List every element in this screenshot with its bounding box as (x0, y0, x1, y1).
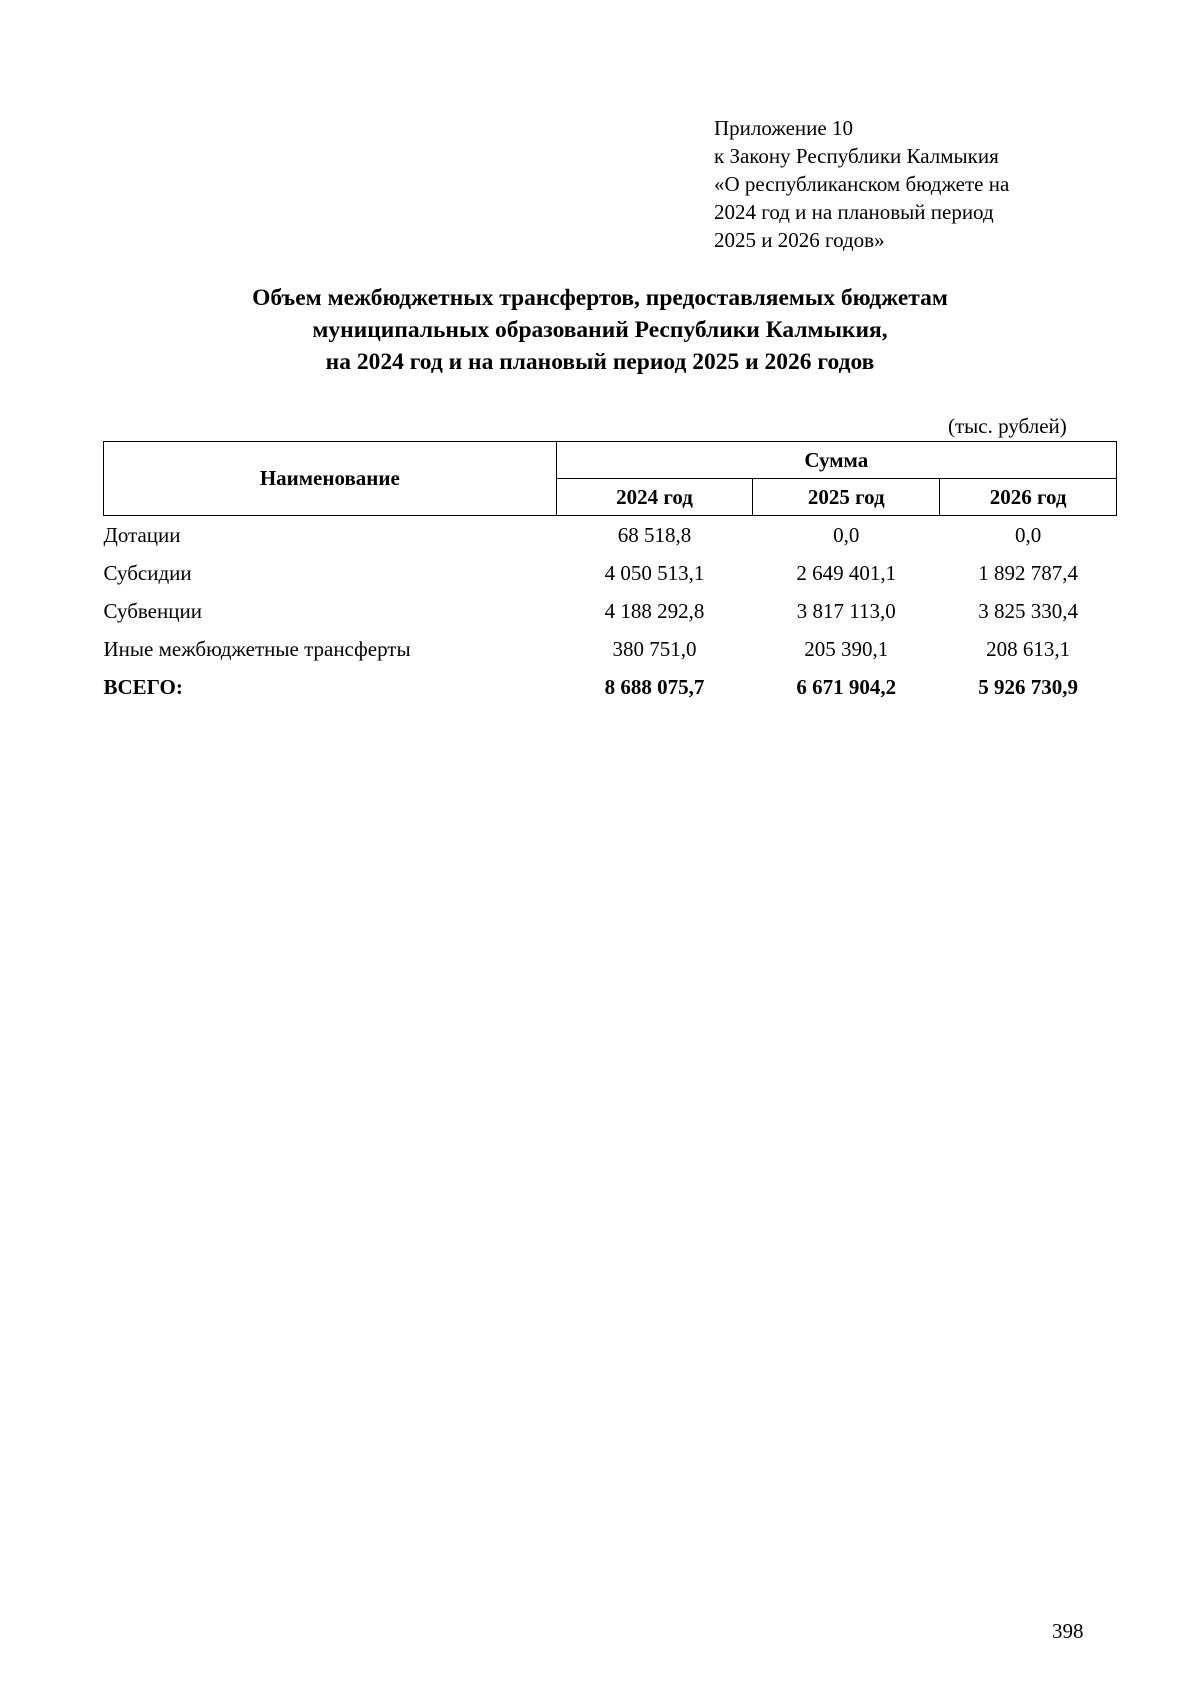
total-label: ВСЕГО: (103, 674, 183, 699)
document-title (100, 282, 1100, 378)
total-row (104, 668, 1117, 706)
row-value-2026: 3 825 330,4 (978, 598, 1078, 623)
appendix-line: Приложение 10 (714, 116, 853, 140)
row-value-2025: 205 390,1 (804, 636, 889, 661)
row-value-2026: 208 613,1 (986, 636, 1071, 661)
appendix-reference (714, 114, 1009, 254)
row-value-2024: 4 188 292,8 (604, 598, 705, 623)
row-name: Субвенции (103, 598, 202, 623)
appendix-line: «О республиканском бюджете на (714, 172, 1010, 196)
table-row (104, 554, 1117, 592)
row-value-2026: 1 892 787,4 (978, 560, 1078, 585)
row-name: Иные межбюджетные трансферты (103, 636, 411, 661)
table-row (104, 516, 1117, 555)
total-value-2026: 5 926 730,9 (978, 674, 1078, 699)
row-value-2024: 4 050 513,1 (604, 560, 705, 585)
title-line: муниципальных образований Республики Калмыкия, (312, 317, 888, 343)
header-year-2024: 2024 год (556, 479, 753, 516)
row-value-2024: 380 751,0 (612, 636, 697, 661)
table-row (104, 592, 1117, 630)
row-value-2025: 0,0 (833, 522, 860, 547)
title-line: на 2024 год и на плановый период 2025 и 2026 годов (325, 349, 875, 375)
page-number: 398 (1052, 1619, 1084, 1643)
table-header-row (104, 442, 1117, 479)
row-value-2025: 2 649 401,1 (796, 560, 897, 585)
row-value-2024: 68 518,8 (617, 522, 692, 547)
header-sum: Сумма (556, 442, 1116, 479)
appendix-line: 2025 и 2026 годов» (714, 228, 885, 252)
row-name: Субсидии (103, 560, 192, 585)
units-note: (тыс. рублей) (948, 414, 1067, 438)
row-name: Дотации (103, 522, 181, 547)
row-value-2025: 3 817 113,0 (796, 598, 896, 623)
row-value-2026: 0,0 (1014, 522, 1042, 547)
table-row (104, 630, 1117, 668)
header-name: Наименование (104, 442, 557, 516)
appendix-line: к Закону Республики Калмыкия (714, 144, 999, 168)
transfers-table (103, 441, 1117, 706)
header-year-2025: 2025 год (753, 479, 940, 516)
total-value-2025: 6 671 904,2 (796, 674, 897, 699)
header-year-2026: 2026 год (940, 479, 1117, 516)
title-line: Объем межбюджетных трансфертов, предоставляемых бюджетам (252, 285, 948, 311)
total-value-2024: 8 688 075,7 (604, 674, 705, 699)
appendix-line: 2024 год и на плановый период (714, 200, 994, 224)
